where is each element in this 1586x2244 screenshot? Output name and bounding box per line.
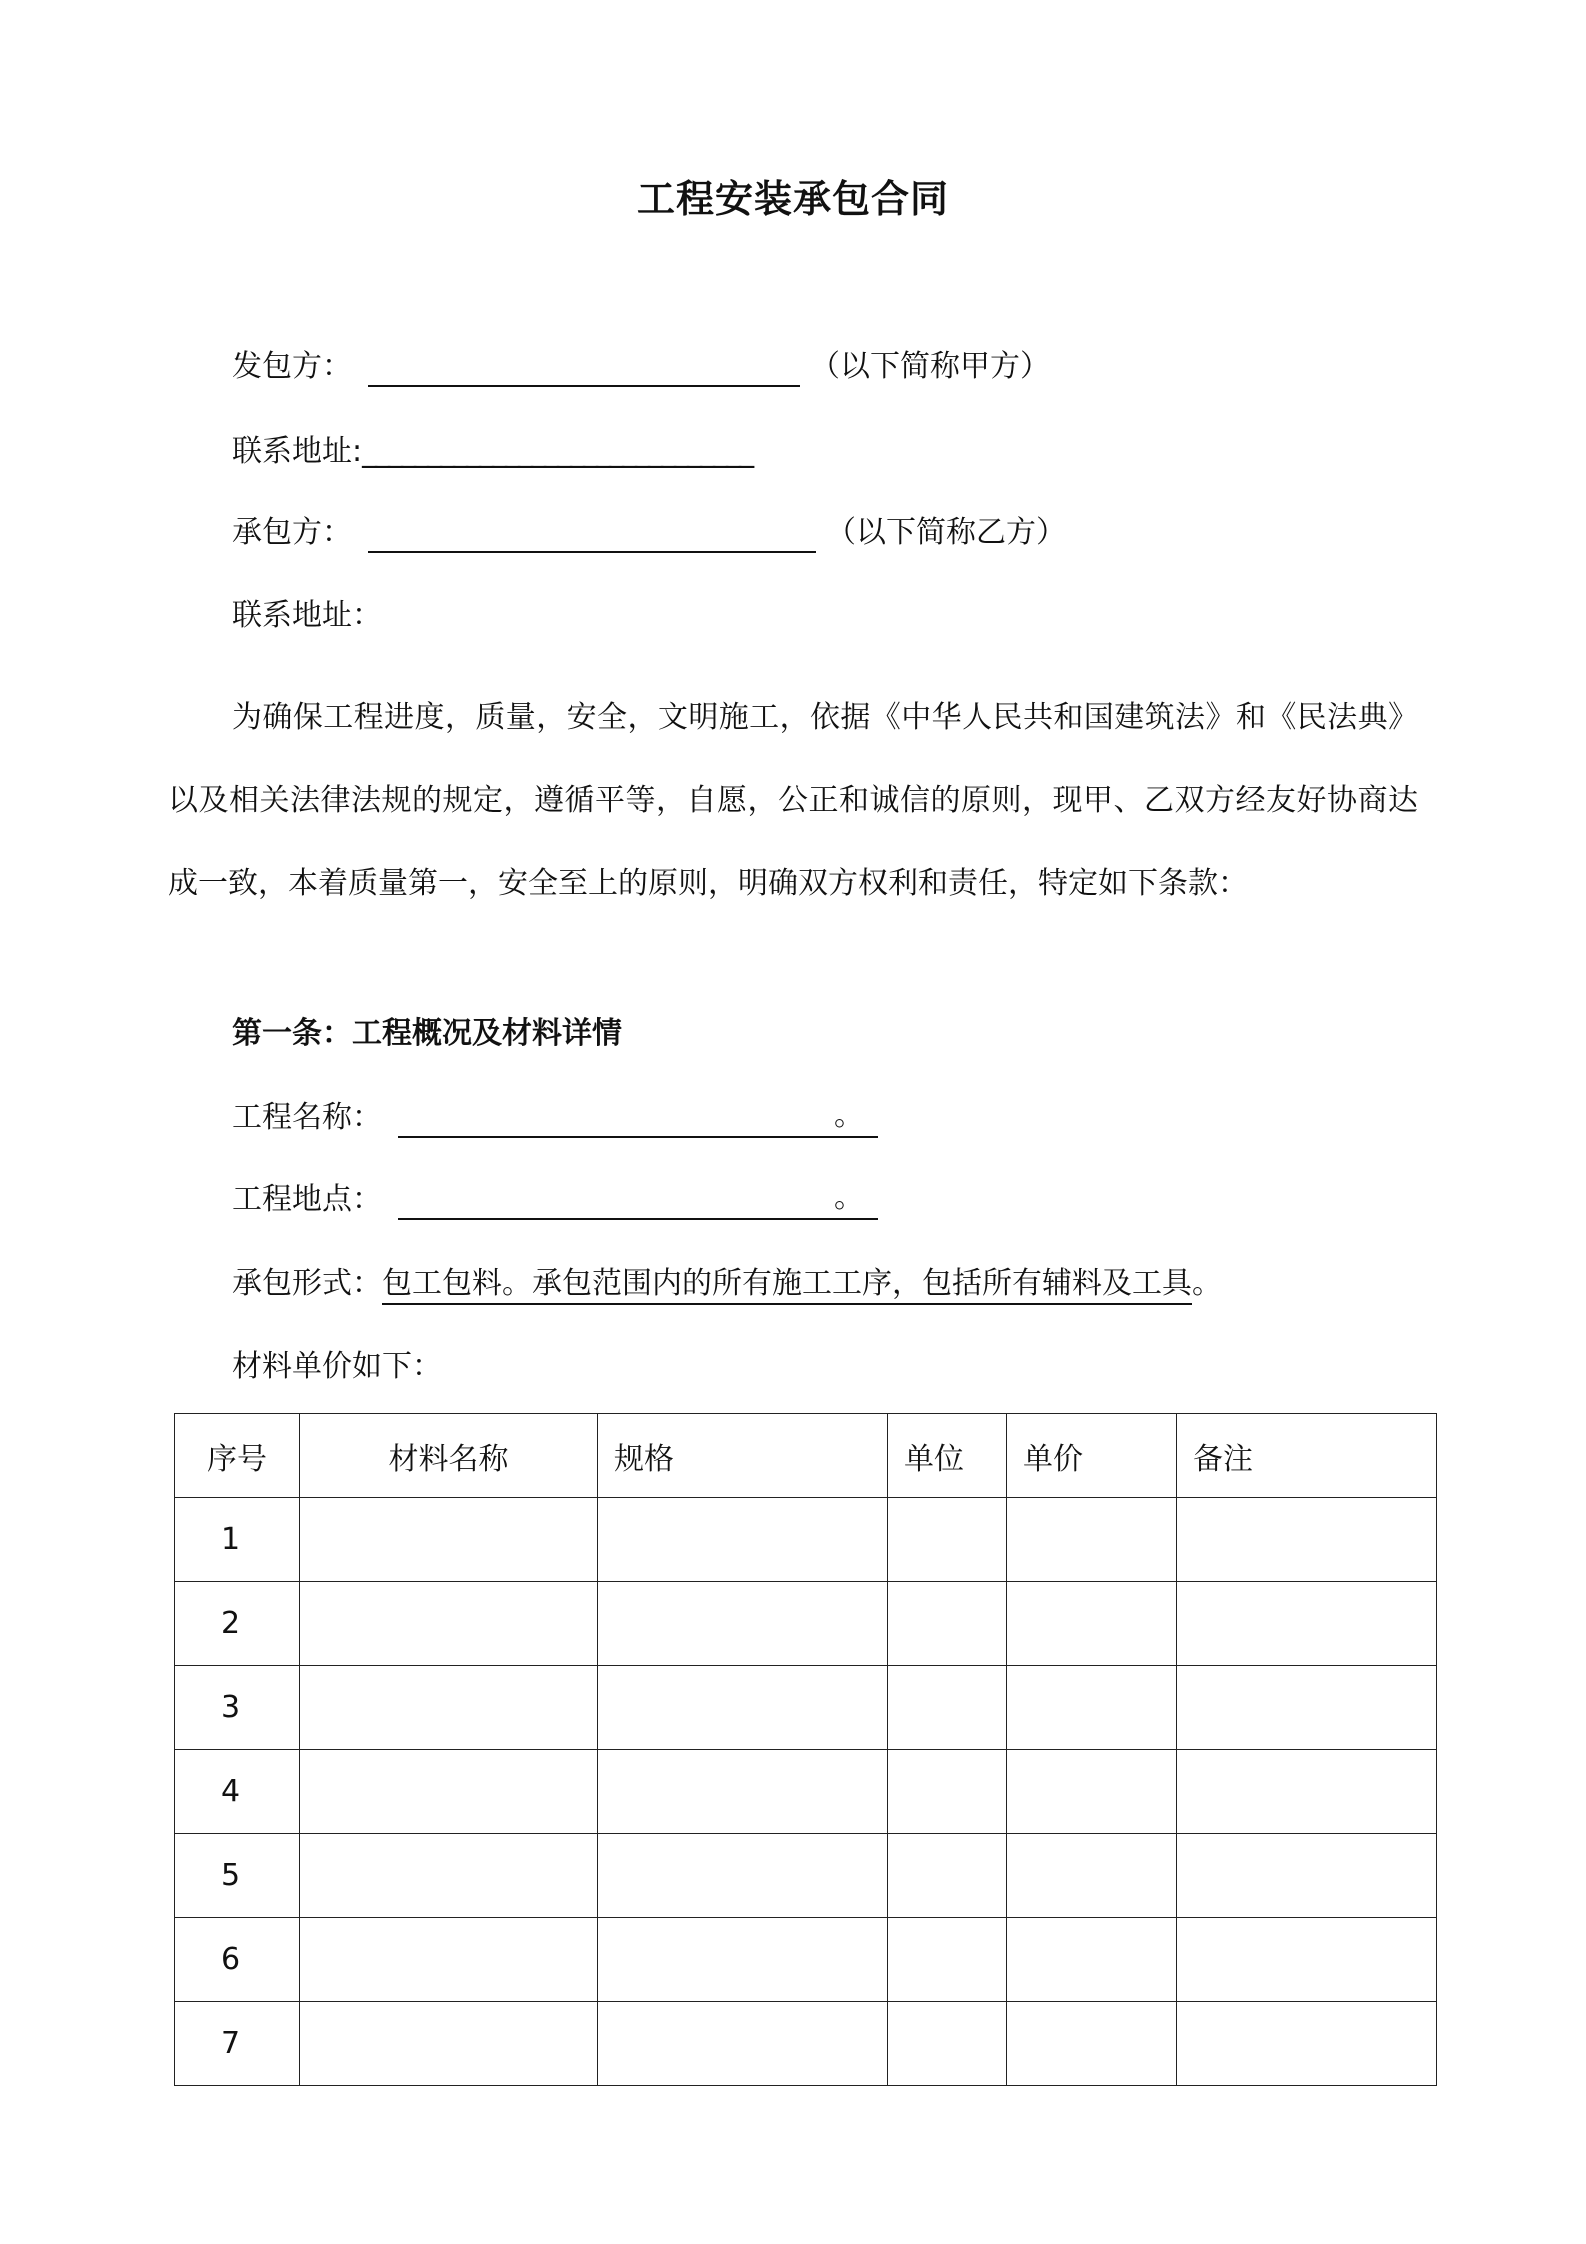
unit-cell[interactable] [888, 1750, 1007, 1834]
material-name-cell[interactable] [300, 1498, 598, 1582]
remarks-cell[interactable] [1177, 1750, 1437, 1834]
material-name-cell[interactable] [300, 1834, 598, 1918]
unit-price-cell[interactable] [1007, 2002, 1177, 2086]
remarks-cell[interactable] [1177, 1582, 1437, 1666]
party-b-address-label: 联系地址： [232, 598, 382, 633]
remarks-cell[interactable] [1177, 1666, 1437, 1750]
materials-table [174, 1413, 1437, 2086]
project-name-period: 。 [834, 1098, 864, 1133]
table-row [175, 1918, 1437, 2002]
unit-price-cell[interactable] [1007, 1582, 1177, 1666]
remarks-cell[interactable] [1177, 2002, 1437, 2086]
table-row [175, 1750, 1437, 1834]
row-index: 5 [175, 1834, 300, 1918]
remarks-cell[interactable] [1177, 1834, 1437, 1918]
party-a-address-label: 联系地址: [232, 434, 363, 469]
unit-cell[interactable] [888, 1834, 1007, 1918]
row-index: 7 [175, 2002, 300, 2086]
party-a-address-blank[interactable]: ______________________________ [362, 434, 753, 469]
project-site-label: 工程地点： [232, 1182, 382, 1217]
material-name-cell[interactable] [300, 1750, 598, 1834]
project-site-blank[interactable] [398, 1182, 878, 1220]
unit-cell[interactable] [888, 1498, 1007, 1582]
material-name-cell[interactable] [300, 2002, 598, 2086]
party-a-suffix: （以下简称甲方） [810, 349, 1050, 384]
row-index: 6 [175, 1918, 300, 2002]
unit-cell[interactable] [888, 1918, 1007, 2002]
row-index: 3 [175, 1666, 300, 1750]
material-name-cell[interactable] [300, 1666, 598, 1750]
unit-cell[interactable] [888, 2002, 1007, 2086]
header-unit-price: 单价 [1007, 1414, 1177, 1498]
material-name-cell[interactable] [300, 1918, 598, 2002]
remarks-cell[interactable] [1177, 1918, 1437, 2002]
spec-cell[interactable] [598, 1750, 888, 1834]
unit-price-cell[interactable] [1007, 1498, 1177, 1582]
contract-form-end: 。 [1192, 1266, 1222, 1301]
article1-heading: 第一条：工程概况及材料详情 [232, 1016, 622, 1051]
row-index: 1 [175, 1498, 300, 1582]
unit-cell[interactable] [888, 1666, 1007, 1750]
spec-cell[interactable] [598, 1666, 888, 1750]
contract-form-line [232, 1264, 1222, 1304]
page-title: 工程安装承包合同 [636, 177, 949, 221]
spec-cell[interactable] [598, 2002, 888, 2086]
table-row [175, 1582, 1437, 1666]
table-header-row [175, 1414, 1437, 1498]
table-row [175, 1498, 1437, 1582]
party-b-line [232, 513, 1066, 553]
party-a-address-line [232, 432, 752, 472]
materials-intro: 材料单价如下： [232, 1349, 442, 1384]
unit-price-cell[interactable] [1007, 1918, 1177, 2002]
spec-cell[interactable] [598, 1498, 888, 1582]
party-a-blank[interactable] [368, 349, 800, 387]
party-b-blank[interactable] [368, 515, 816, 553]
header-unit: 单位 [888, 1414, 1007, 1498]
party-b-label: 承包方： [232, 515, 352, 550]
contract-form-value: 包工包料。承包范围内的所有施工工序，包括所有辅料及工具 [382, 1266, 1192, 1305]
party-b-suffix: （以下简称乙方） [826, 515, 1066, 550]
row-index: 4 [175, 1750, 300, 1834]
party-a-line [232, 347, 1050, 387]
remarks-cell[interactable] [1177, 1498, 1437, 1582]
spec-cell[interactable] [598, 1834, 888, 1918]
project-name-label: 工程名称： [232, 1100, 382, 1135]
header-index: 序号 [175, 1414, 300, 1498]
project-site-period: 。 [834, 1180, 864, 1215]
unit-price-cell[interactable] [1007, 1834, 1177, 1918]
contract-form-label: 承包形式： [232, 1266, 382, 1301]
header-remarks: 备注 [1177, 1414, 1437, 1498]
row-index: 2 [175, 1582, 300, 1666]
table-row [175, 2002, 1437, 2086]
header-material-name: 材料名称 [300, 1414, 598, 1498]
project-site-line [232, 1180, 878, 1220]
unit-cell[interactable] [888, 1582, 1007, 1666]
spec-cell[interactable] [598, 1918, 888, 2002]
material-name-cell[interactable] [300, 1582, 598, 1666]
party-b-address-line [232, 596, 382, 636]
table-row [175, 1666, 1437, 1750]
unit-price-cell[interactable] [1007, 1666, 1177, 1750]
party-a-label: 发包方： [232, 349, 352, 384]
intro-paragraph: 为确保工程进度，质量，安全，文明施工，依据《中华人民共和国建筑法》和《民法典》以及相关法律法规的规定，遵循平等，自愿，公正和诚信的原则，现甲、乙双方经友好协商达成一致，本着质量第一，安全至上的原则，明确双方权利和责任，特定如下条款： [168, 700, 1418, 901]
project-name-line [232, 1098, 878, 1138]
project-name-blank[interactable] [398, 1100, 878, 1138]
spec-cell[interactable] [598, 1582, 888, 1666]
header-spec: 规格 [598, 1414, 888, 1498]
unit-price-cell[interactable] [1007, 1750, 1177, 1834]
table-row [175, 1834, 1437, 1918]
